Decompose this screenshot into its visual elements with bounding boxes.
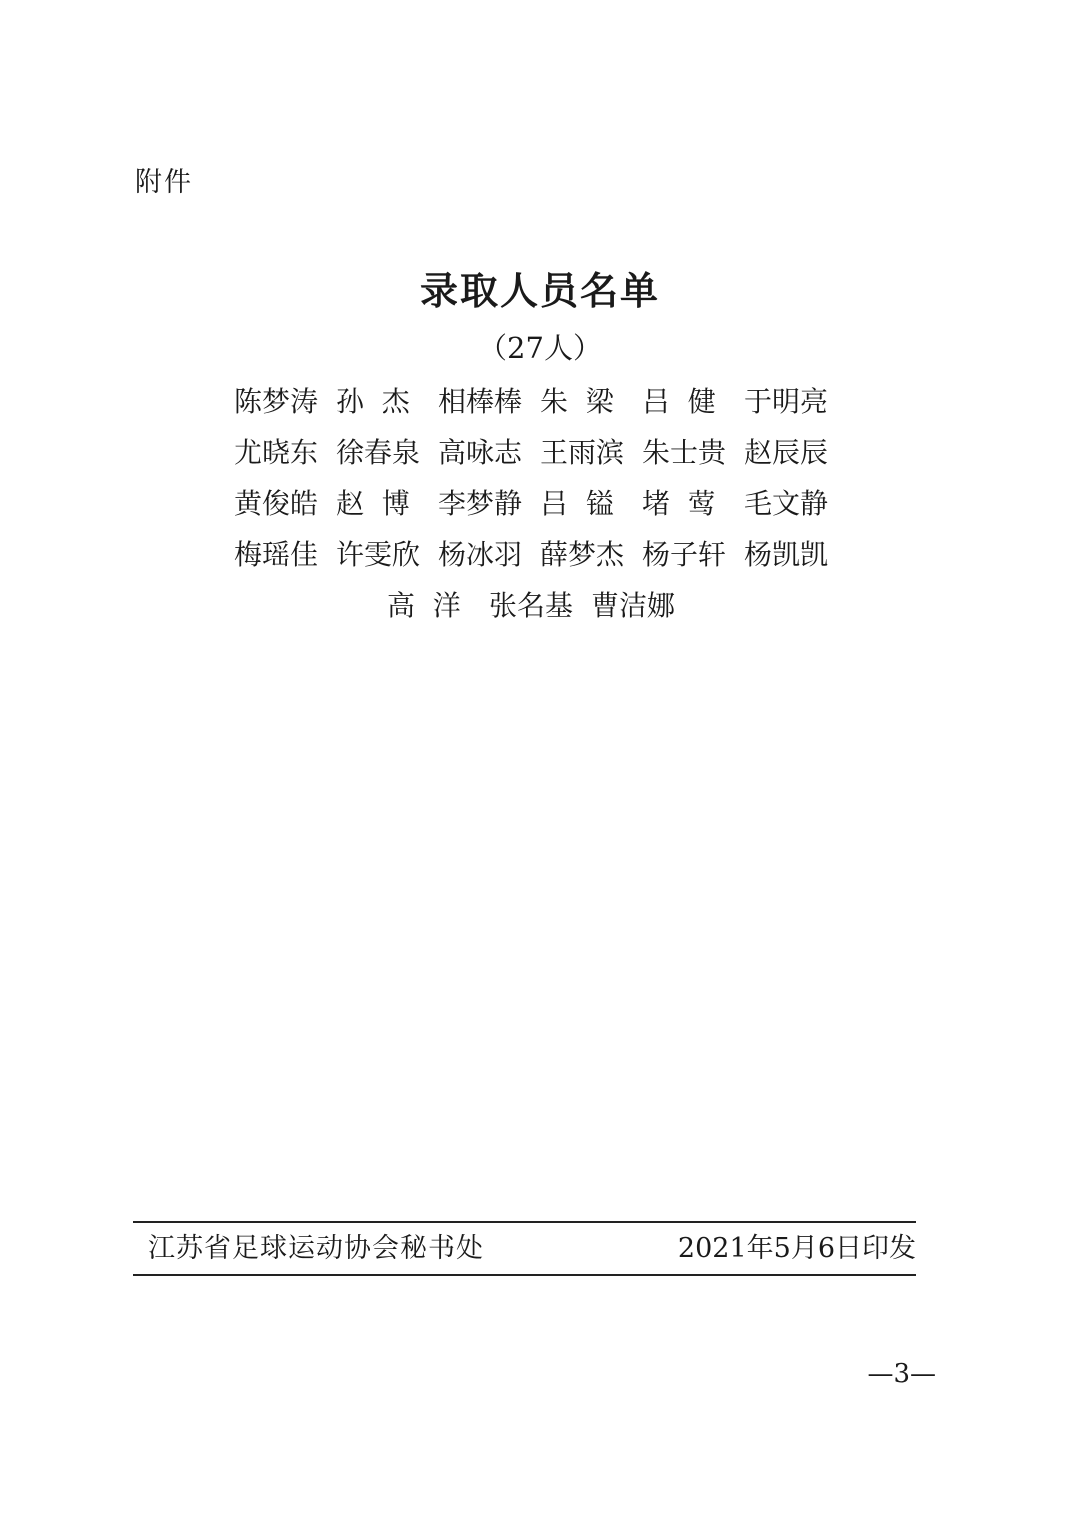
name-item: 赵 博 <box>336 486 410 520</box>
name-item: 薛梦杰 <box>540 537 625 571</box>
name-item: 杨子轩 <box>642 537 727 571</box>
name-item: 曹洁娜 <box>591 588 676 622</box>
name-item: 尤晓东 <box>234 435 319 469</box>
name-item: 于明亮 <box>744 384 829 418</box>
name-row <box>234 478 846 529</box>
name-item: 陈梦涛 <box>234 384 319 418</box>
name-item: 许雯欣 <box>336 537 421 571</box>
name-item: 李梦静 <box>438 486 523 520</box>
attachment-label: 附件 <box>135 167 193 198</box>
document-title: 录取人员名单 <box>419 268 660 313</box>
name-item: 朱士贵 <box>642 435 727 469</box>
name-row <box>234 580 846 631</box>
name-item: 王雨滨 <box>540 435 625 469</box>
name-item: 高 洋 <box>387 588 461 622</box>
name-item: 孙 杰 <box>336 384 410 418</box>
name-item: 梅瑶佳 <box>234 537 319 571</box>
name-row <box>234 376 846 427</box>
name-item: 黄俊皓 <box>234 486 319 520</box>
name-item: 张名基 <box>489 588 574 622</box>
name-item: 堵 莺 <box>642 486 716 520</box>
name-row <box>234 427 846 478</box>
page-number: —3— <box>867 1359 936 1389</box>
people-count: （27人） <box>478 331 602 365</box>
name-item: 毛文静 <box>744 486 829 520</box>
issue-date: 2021年5月6日印发 <box>677 1233 916 1264</box>
name-item: 高咏志 <box>438 435 523 469</box>
name-item: 吕 健 <box>642 384 716 418</box>
issuer: 江苏省足球运动协会秘书处 <box>148 1233 484 1264</box>
name-item: 赵辰辰 <box>744 435 829 469</box>
footer-bottom-rule <box>133 1274 916 1276</box>
name-item: 相棒棒 <box>438 384 523 418</box>
name-item: 吕 镒 <box>540 486 614 520</box>
name-item: 徐春泉 <box>336 435 421 469</box>
footer-top-rule <box>133 1221 916 1223</box>
name-list <box>234 376 846 631</box>
name-item: 朱 梁 <box>540 384 614 418</box>
name-item: 杨凯凯 <box>744 537 829 571</box>
name-row <box>234 529 846 580</box>
name-item: 杨冰羽 <box>438 537 523 571</box>
